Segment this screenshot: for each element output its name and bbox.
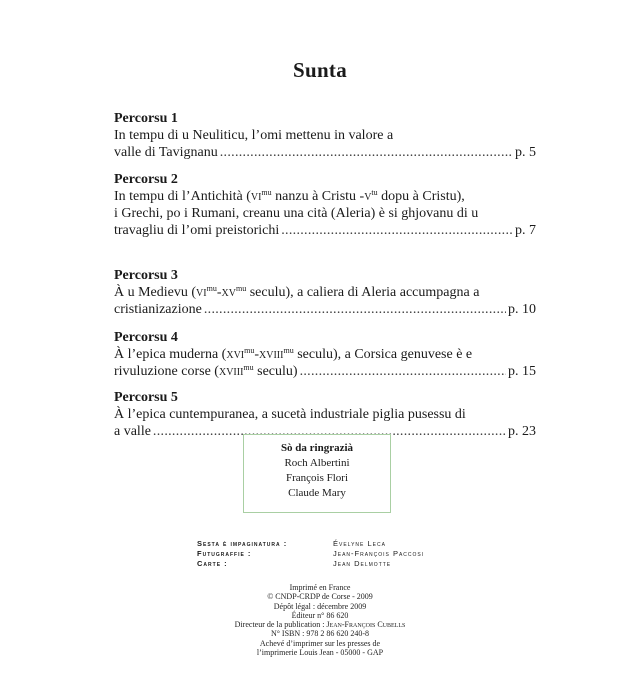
colophon	[0, 583, 640, 657]
acknowledged-name: Claude Mary	[288, 487, 346, 499]
credit-name: Évelyne Leca	[333, 539, 386, 548]
colophon-line: N° ISBN : 978 2 86 620 240-8	[270, 629, 370, 639]
colophon-line: Directeur de la publication : Jean-François Cubells	[234, 620, 406, 630]
toc-page-number: p. 7	[515, 223, 536, 238]
toc-text: cristianizazione	[114, 302, 202, 317]
toc-text: rivuluzione corse (xviii$^{mu}$ seculu)	[114, 363, 298, 379]
colophon-line: Achevé d’imprimer sur les presses de	[259, 638, 381, 648]
toc-entry-4	[114, 329, 536, 380]
colophon-line: l’imprimerie Louis Jean - 05000 - GAP	[256, 648, 384, 658]
credit-role: Carte :	[197, 559, 228, 568]
toc-text: a valle	[114, 424, 151, 439]
toc-last-line	[114, 144, 536, 161]
acknowledged-name: François Flori	[285, 472, 349, 484]
toc-heading: Percorsu 5	[114, 390, 178, 405]
credit-name: Jean-François Paccosi	[333, 549, 425, 558]
colophon-line: © CNDP-CRDP de Corse - 2009	[267, 592, 373, 602]
toc-page-number: p. 10	[508, 302, 536, 317]
toc-page-number: p. 5	[515, 145, 536, 160]
acknowledgements-box	[243, 434, 391, 513]
toc-heading: Percorsu 1	[114, 111, 178, 126]
colophon-line: Éditeur n° 86 620	[291, 610, 349, 620]
toc-heading: Percorsu 4	[114, 330, 178, 345]
toc-text: In tempu di l’Antichità ($vi^{mu}$ nanzu à Cristu $-v^{tu}$ dopu à Cristu),	[114, 188, 465, 204]
credit-name: Jean Delmotte	[333, 559, 392, 568]
toc-text: i Grechi, po i Rumani, creanu una cità (Aleria) è si ghjovanu di u	[114, 206, 479, 221]
acknowledgements-heading: Sò da ringrazià	[280, 442, 354, 454]
toc-text: travagliu di l’omi preistorichi	[114, 223, 280, 238]
credit-role: Futugraffie :	[197, 549, 252, 558]
toc-text: In tempu di u Neuliticu, l’omi mettenu in valore a	[114, 128, 394, 143]
toc-text: valle di Tavignanu	[114, 145, 218, 160]
toc-heading: Percorsu 2	[114, 172, 178, 187]
toc-text: À l’epica cuntempuranea, a sucetà industriale piglia pusessu di	[114, 407, 466, 422]
leader-dots	[220, 144, 513, 161]
toc-last-line	[114, 363, 536, 380]
colophon-line: Imprimé en France	[289, 583, 351, 592]
leader-dots	[281, 222, 513, 239]
acknowledged-name: Roch Albertini	[284, 457, 350, 469]
toc-page-number: p. 23	[508, 424, 536, 439]
leader-dots	[204, 301, 506, 318]
toc-text: À l’epica muderna (xvi$^{mu}$-xviii$^{mu}$ seculu), a Corsica genuvese è e	[114, 346, 473, 362]
toc-entry-3	[114, 267, 536, 318]
toc-heading: Percorsu 3	[114, 268, 178, 283]
toc-text: À u Medievu ($vi^{mu}-xv^{mu}$ seculu), a caliera di Aleria accumpagna a	[114, 284, 480, 300]
toc-last-line	[114, 222, 536, 239]
toc-entry-2	[114, 171, 536, 239]
colophon-line: Dépôt légal : décembre 2009	[273, 601, 367, 611]
leader-dots	[300, 363, 506, 380]
toc-last-line	[114, 301, 536, 318]
toc-entry-5	[114, 389, 536, 440]
page-title: Sunta	[292, 58, 348, 82]
toc-entry-1	[114, 110, 536, 161]
toc-page-number: p. 15	[508, 364, 536, 379]
credit-role: Sesta è impaginatura :	[197, 539, 288, 548]
